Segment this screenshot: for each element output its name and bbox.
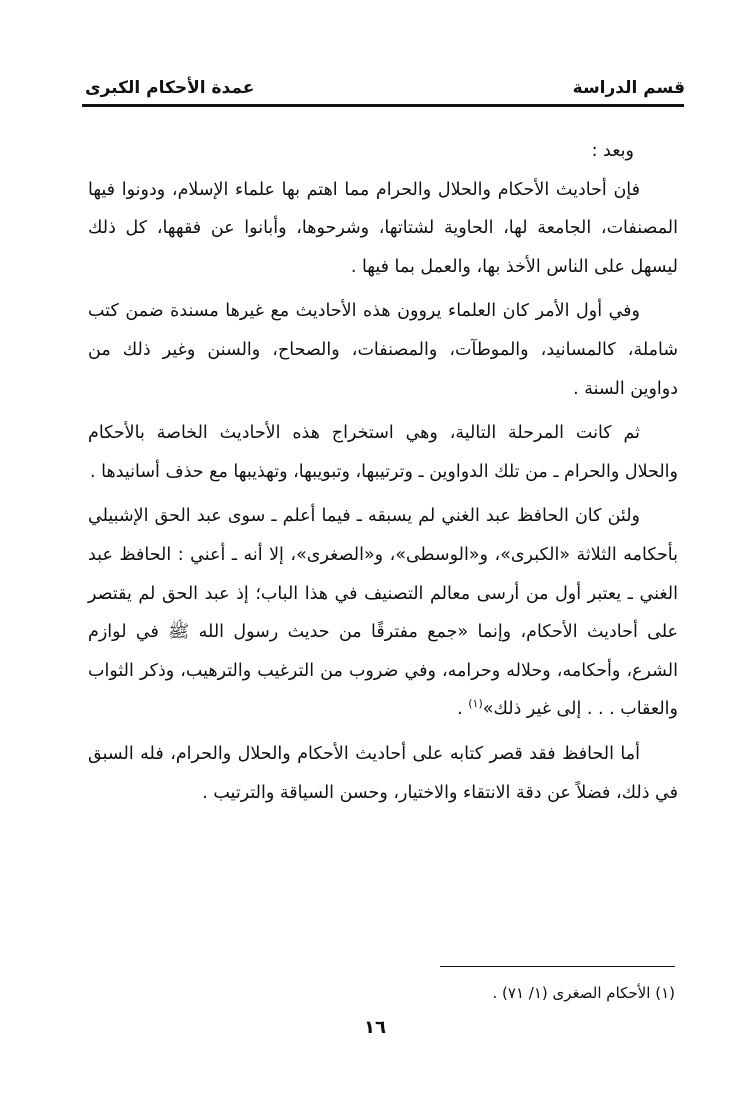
paragraph-4-end: . xyxy=(457,699,469,720)
footnote-marker[interactable]: (١) xyxy=(468,697,483,711)
book-title: عمدة الأحكام الكبرى xyxy=(85,78,255,98)
paragraph-1: فإن أحاديث الأحكام والحلال والحرام مما اهتم بها علماء الإسلام، ودونوا فيها المصنفات، الجامعة لها، الحاوية لشتاتها، وشرحوها، وأبانوا عن فقهها، كل ذلك ليسهل على الناس الأخذ بها، والعمل بما فيها . xyxy=(88,179,678,277)
page-number: ١٦ xyxy=(364,1017,386,1038)
paragraph-3: ثم كانت المرحلة التالية، وهي استخراج هذه الأحاديث الخاصة بالأحكام والحلال والحرام ـ من تلك الدواوين ـ وترتيبها، وتبويبها، وتهذيبها مع حذف أسانيدها . xyxy=(88,423,678,482)
body-text xyxy=(88,132,678,818)
paragraph-4 xyxy=(88,497,678,729)
running-header xyxy=(85,72,685,106)
section-title: قسم الدراسة xyxy=(572,78,685,98)
paragraph-5: أما الحافظ فقد قصر كتابه على أحاديث الأحكام والحلال والحرام، فله السبق في ذلك، فضلاً عن دقة الانتقاء والاختيار، وحسن السياقة والترتيب . xyxy=(88,743,678,803)
header-rule xyxy=(82,104,684,107)
footnote-rule xyxy=(440,966,675,967)
footnote: (١) الأحكام الصغرى (١/ ٧١) . xyxy=(492,984,675,1002)
paragraph-4-text: ولئن كان الحافظ عبد الغني لم يسبقه ـ فيما أعلم ـ سوى عبد الحق الإشبيلي بأحكامه الثلاثة «الكبرى»، و«الوسطى»، و«الصغرى»، إلا أنه ـ أعني : الحافظ عبد الغني ـ يعتبر أول من أرسى معالم التصنيف في هذا الباب؛ إذ عبد الحق لم يقتصر على أحاديث الأحكام، وإنما «جمع مفترقًا من حديث رسول الله ﷺ في لوازم الشرع، وأحكامه، وحلاله وحرامه، وفي ضروب من الترغيب والترهيب، وذكر الثواب والعقاب . . . إلى غير ذلك» xyxy=(88,506,678,720)
opening-line: وبعد : xyxy=(591,141,634,161)
paragraph-2: وفي أول الأمر كان العلماء يروون هذه الأحاديث مع غيرها مسندة ضمن كتب شاملة، كالمسانيد، والموطآت، والمصنفات، والصحاح، والسنن وغير ذلك من دواوين السنة . xyxy=(88,301,678,399)
